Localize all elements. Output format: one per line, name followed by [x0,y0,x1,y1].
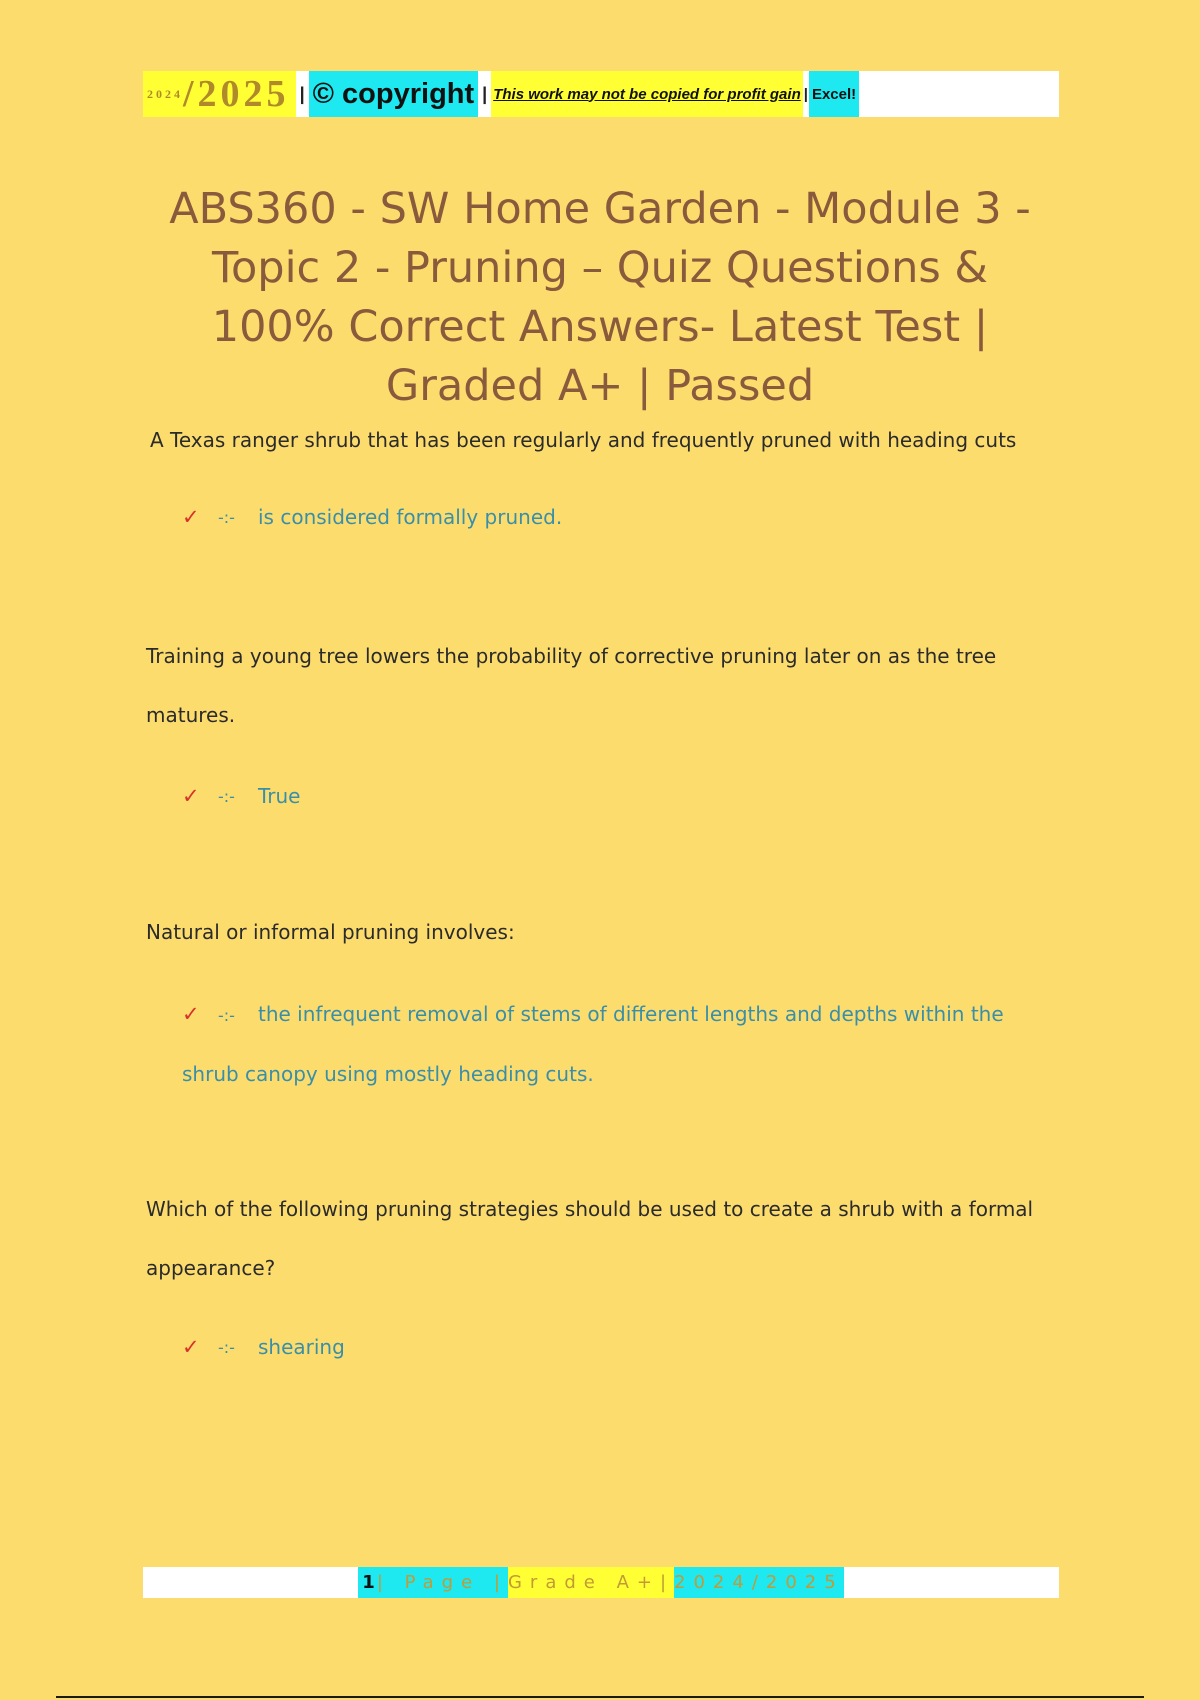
answer-text: shearing [258,1335,345,1359]
question-text: Natural or informal pruning involves: [146,920,515,944]
question-text: Training a young tree lowers the probability of corrective pruning later on as the tree matures. [146,644,997,727]
question-text: A Texas ranger shrub that has been regularly and frequently pruned with heading cuts [150,428,1017,452]
header-bar [143,71,1059,117]
page-label: | Page | [377,1567,508,1598]
answer-marker: -:- [218,1338,235,1357]
page-number: 1 [358,1567,377,1598]
answer-text: the infrequent removal of stems of different lengths and depths within the shrub canopy using mostly heading cuts. [182,1002,1004,1086]
header-copyright: © copyright [309,71,479,117]
answer-text: True [258,784,301,808]
answer-item [182,767,1042,826]
header-year-small: 2024 [147,86,183,101]
document-title: ABS360 - SW Home Garden - Module 3 - Topic 2 - Pruning – Quiz Questions & 100% Correct Answers- Latest Test | Graded A+ | Passed [169,184,1031,411]
check-icon: ✓ [182,505,200,529]
answer-item [182,1318,1042,1377]
answer-marker: -:- [218,1006,235,1025]
answer-marker: -:- [218,787,235,806]
header-separator: | [299,83,305,104]
header-separator: | [482,83,488,104]
footer-grade: Grade A+| [508,1567,674,1598]
header-year-big: /2025 [183,73,290,115]
answer-item [182,985,1042,1104]
page-bottom-rule [56,1696,1144,1698]
answer-marker: -:- [218,508,235,527]
question-text: Which of the following pruning strategies should be used to create a shrub with a formal appearance? [146,1197,1034,1280]
answer-item [182,488,1042,547]
header-separator: | [803,85,808,103]
footer-year: 2024/2025 [674,1567,844,1598]
check-icon: ✓ [182,1002,200,1026]
footer-bar [143,1567,1059,1598]
check-icon: ✓ [182,1335,200,1359]
header-excel: Excel! [809,71,859,117]
answer-text: is considered formally pruned. [258,505,563,529]
header-year [143,71,296,117]
check-icon: ✓ [182,784,200,808]
header-notice: This work may not be copied for profit gain [491,71,803,117]
